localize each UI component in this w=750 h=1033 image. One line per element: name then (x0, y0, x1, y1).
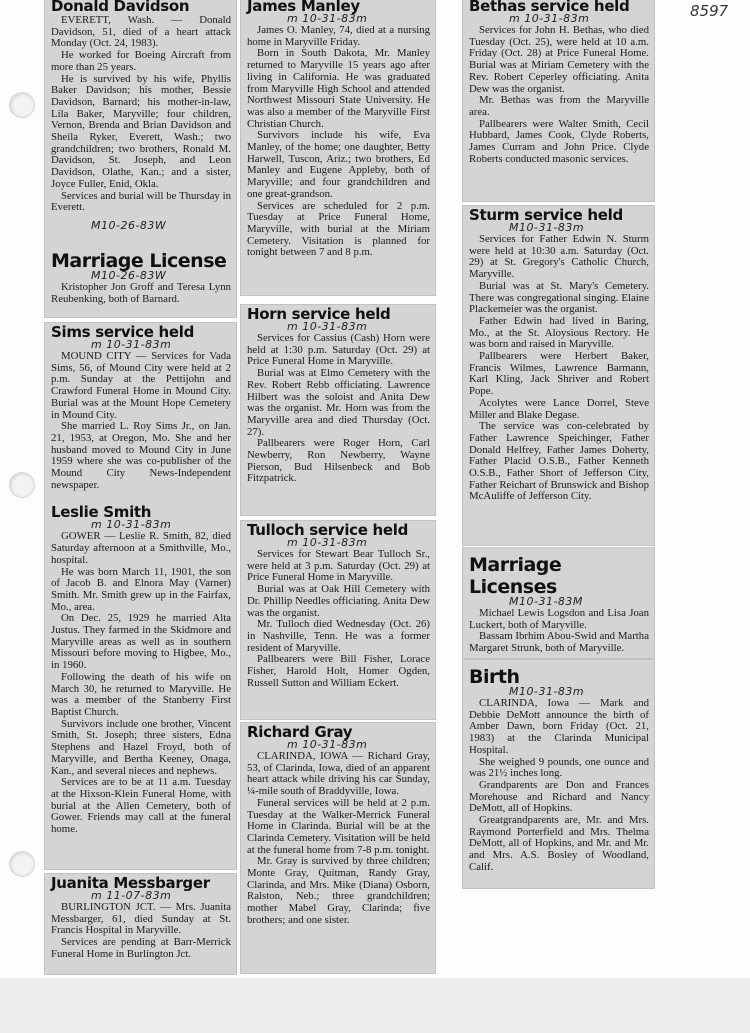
handwritten-date-note: m 10-31-83m (287, 738, 368, 751)
handwritten-date-note: m 10-31-83m (509, 12, 590, 25)
article-paragraph: Pallbearers were Roger Horn, Carl Newberry, Ron Newberry, Wayne Pierson, Bud Hilsenbeck and Bob Fitzpatrick. (247, 437, 430, 485)
article-paragraph: Father Edwin had lived in Baring, Mo., at the St. Aloysious Rectory. He was born and raised in Maryville. (469, 314, 649, 351)
article-paragraph: Acolytes were Lance Dorrel, Steve Miller and Blake Degase. (469, 396, 649, 421)
article-paragraph: BURLINGTON JCT. — Mrs. Juanita Messbarger, 61, died Sunday at St. Francis Hospital in Maryville. (51, 901, 231, 937)
article-paragraph: Services are pending at Barr-Merrick Funeral Home in Burlington Jct. (51, 936, 231, 960)
clipping (240, 722, 436, 974)
clipping (44, 322, 237, 870)
clipping (44, 0, 237, 318)
clipping (462, 205, 655, 546)
article-paragraph: GOWER — Leslie R. Smith, 82, died Saturday afternoon at a Smithville, Mo., hospital. (51, 530, 231, 566)
clipping (44, 873, 237, 975)
clipping (240, 304, 436, 516)
article-paragraph: She married L. Roy Sims Jr., on Jan. 21, 1953, at Oregon, Mo. She and her husband moved to Mound City in June 1959 where she was co-publisher of the Mound City News-Independent newspaper. (51, 420, 231, 491)
spacer (51, 232, 231, 244)
headline: Leslie Smith (51, 503, 152, 522)
article-paragraph: Mr. Gray is survived by three children; Monte Gray, Quitman, Randy Gray, Clarinda, and Mrs. Mike (Diana) Osborn, Ralston, Neb.; three grandchildren; mother Mabel Gray, Clarinda; five brothers; and one sister. (247, 855, 430, 926)
spacer (51, 491, 231, 503)
headline: Juanita Messbarger (51, 874, 210, 892)
article-paragraph: Survivors include his wife, Eva Manley, of the home; one daughter, Betty Harwell, Tuscon, Ariz.; two brothers, Ed Manley and Eugene Appleby, both of Maryville; and four grandchildren and one great-grandson. (247, 129, 430, 200)
article-paragraph: CLARINDA, IOWA — Richard Gray, 53, of Clarinda, Iowa, died of an apparent heart attack while driving his car Sunday, ¼-mile south of Braddyville, Iowa. (247, 750, 430, 798)
clipping (462, 547, 655, 659)
clipping (462, 0, 655, 202)
article-paragraph: Kristopher Jon Groff and Teresa Lynn Reubenking, both of Barnard. (51, 280, 231, 305)
article-paragraph: Pallbearers were Herbert Baker, Francis Wilmes, Lawrence Barmann, Karl Kling, Jack Shriver and Robert Pope. (469, 350, 649, 398)
article-paragraph: Services for John H. Bethas, who died Tuesday (Oct. 25), were held at 10 a.m. Friday (Oct. 28) at Price Funeral Home. Burial was at Miriam Cemetery with the Rev. Robert Ceperley officiating. Anita Dew was the organist. (469, 24, 649, 95)
punch-hole (9, 92, 35, 118)
article-paragraph: James O. Manley, 74, died at a nursing home in Maryville Friday. (247, 24, 430, 48)
handwritten-date-note: M10-26-83W (91, 268, 167, 282)
punch-hole (9, 472, 35, 498)
article-paragraph: Services are scheduled for 2 p.m. Tuesday at Price Funeral Home, Maryville, with burial at the Miriam Cemetery. Visitation is planned for tonight between 7 and 8 p.m. (247, 199, 430, 259)
headline: Sturm service held (469, 206, 623, 224)
article-paragraph: Services and burial will be Thursday in Everett. (51, 189, 231, 214)
headline: Birth (469, 666, 520, 688)
article-paragraph: He was born March 11, 1901, the son of Jacob B. and Elnora May (Varner) Smith. Mr. Smith grew up in the Fairfax, Mo., area. (51, 565, 231, 613)
article-paragraph: Burial was at St. Mary's Cemetery. There was congregational singing. Elaine Plackemeier was the organist. (469, 279, 649, 316)
article-paragraph: Born in South Dakota, Mr. Manley returned to Maryville 15 years ago after living in California. He was graduated from Maryville High School and attended Northwest Missouri State University. He was also a member of the Maryville First Christian Church. (247, 47, 430, 130)
article-paragraph: Mr. Bethas was from the Maryville area. (469, 94, 649, 118)
article-paragraph: Survivors include one brother, Vincent Smith, St. Joseph; three sisters, Edna Stephens and Hazel Froyd, both of Maryville, and Bertha Keeney, Onaga, Kan., and several nieces and nephews. (51, 717, 231, 777)
article-paragraph: Greatgrandparents are, Mr. and Mrs. Raymond Porterfield and Mrs. Thelma DeMott, all of Hopkins, and Mr. and Mr. and Mrs. A.S. Bosley of Woodland, Calif. (469, 814, 649, 873)
article-paragraph: Burial was at Elmo Cemetery with the Rev. Robert Rebb officiating. Lawrence Hilbert was the soloist and Anita Dew was the organist. Mr. Horn was from the Maryville area and died Thursday (Oct. 27). (247, 367, 430, 438)
headline: Richard Gray (247, 723, 353, 741)
article-paragraph: Services for Stewart Bear Tulloch Sr., were held at 3 p.m. Saturday (Oct. 29) at Price Funeral Home in Maryville. (247, 548, 430, 584)
article-paragraph: Bassam Ibrhim Abou-Swid and Martha Margaret Strunk, both of Maryville. (469, 630, 649, 655)
article-paragraph: EVERETT, Wash. — Donald Davidson, 51, died of a heart attack Monday (Oct. 24, 1983). (51, 14, 231, 50)
headline: James Manley (247, 0, 360, 15)
clipping (462, 659, 655, 889)
headline: Sims service held (51, 323, 195, 341)
handwritten-date-note: m 10-31-83m (287, 536, 368, 549)
article-paragraph: She weighed 9 pounds, one ounce and was 21½ inches long. (469, 755, 649, 780)
article-paragraph: Grandparents are Don and Frances Morehouse and Richard and Nancy DeMott, all of Hopkins. (469, 778, 649, 815)
article-paragraph: MOUND CITY — Services for Vada Sims, 56, of Mound City were held at 2 p.m. Sunday at the Pettijohn and Crawford Funeral Home in Mound City. Burial was at the Mount Hope Cemetery in Mound City. (51, 350, 231, 421)
article-paragraph: Services for Cassius (Cash) Horn were held at 1:30 p.m. Saturday (Oct. 29) at Price Funeral Home in Maryville. (247, 332, 430, 368)
handwritten-date-note: M10-31-83M (509, 595, 583, 608)
article-paragraph: He is survived by his wife, Phyllis Baker Davidson; his mother, Bessie Davidson, Barnard; his mother-in-law, Lila Baker, Maryville; four children, Vernon, Brenda and Brian Davidson and Sheila Ryker, Everett, Wash.; two grandchildren; two brothers, Ronald M. Davidson, St. Joseph, and Leon Davidson, Olathe, Kan.; and a sister, Joyce Fuller, Enid, Okla. (51, 72, 231, 190)
headline: Marriage Licenses (469, 554, 562, 598)
article-paragraph: Following the death of his wife on March 30, he returned to Maryville. He was a member of the Stanberry First Baptist Church. (51, 670, 231, 718)
article-paragraph: Services for Father Edwin N. Sturm were held at 10:30 a.m. Saturday (Oct. 29) at St. Gregory's Catholic Church, Maryville. (469, 233, 649, 281)
article-paragraph: On Dec. 25, 1929 he married Alta Justus. They farmed in the Skidmore and Maryville areas as well as in southern Missouri before moving to Higbee, Mo., in 1960. (51, 612, 231, 672)
clipping (240, 0, 436, 296)
article-paragraph: CLARINDA, Iowa — Mark and Debbie DeMott announce the birth of Amber Dawn, born Friday (Oct. 21, 1983) at the Clarinda Municipal Hospital. (469, 697, 649, 756)
article-paragraph: Funeral services will be held at 2 p.m. Tuesday at the Walker-Merrick Funeral Home in Clarinda. Burial will be at the Clarinda Cemetery. Visitation will be held at the funeral home from 7-8 p.m. tonight. (247, 796, 430, 856)
handwritten-date-note: m 10-31-83m (91, 338, 172, 351)
article-paragraph: Mr. Tulloch died Wednesday (Oct. 26) in Nashville, Tenn. He was a former resident of Maryville. (247, 618, 430, 654)
handwritten-date-note: m 10-31-83m (91, 518, 172, 532)
article-paragraph: He worked for Boeing Aircraft from more than 25 years. (51, 49, 231, 73)
article-paragraph: Pallbearers were Bill Fisher, Lorace Fisher, Harold Holt, Homer Ogden, Russell Sutton and William Eckert. (247, 653, 430, 689)
article-paragraph: The service was con-celebrated by Father Lawrence Speichinger, Father Donald Helfrey, Father James Doherty, Father Placid O.S.B., Father Kenneth O.S.B., Father Short of Jefferson City, Father Reichart of Brunswick and Bishop McAuliffe of Jefferson City. (469, 420, 649, 503)
handwritten-date-note: M10-31-83m (509, 685, 585, 698)
page-number: 8597 (690, 2, 729, 20)
headline: Bethas service held (469, 0, 630, 15)
headline: Donald Davidson (51, 0, 190, 15)
punch-hole (9, 851, 35, 877)
clipping (240, 520, 436, 720)
article-paragraph: Pallbearers were Walter Smith, Cecil Hubbard, James Cook, Clyde Roberts, James Curram and John Price. Clyde Roberts conducted masonic services. (469, 117, 649, 165)
handwritten-date-note: M10-31-83m (509, 221, 585, 234)
article-paragraph: Services are to be at 11 a.m. Tuesday at the Hixson-Klein Funeral Home, with burial at the Allen Cemetery, both of Gower. Friends may call at the funeral home. (51, 776, 231, 836)
article-paragraph: Burial was at Oak Hill Cemetery with Dr. Phillip Needles officiating. Anita Dew was the organist. (247, 583, 430, 619)
headline: Marriage License (51, 249, 227, 272)
handwritten-date-note: m 10-31-83m (287, 12, 368, 25)
handwritten-date-note: m 11-07-83m (91, 889, 172, 902)
handwritten-date-note: M10-26-83W (91, 218, 167, 232)
headline: Horn service held (247, 305, 391, 323)
scanner-edge (0, 978, 750, 1033)
headline: Tulloch service held (247, 521, 409, 539)
handwritten-date-note: m 10-31-83m (287, 320, 368, 333)
article-paragraph: Michael Lewis Logsdon and Lisa Joan Luckert, both of Maryville. (469, 607, 649, 631)
